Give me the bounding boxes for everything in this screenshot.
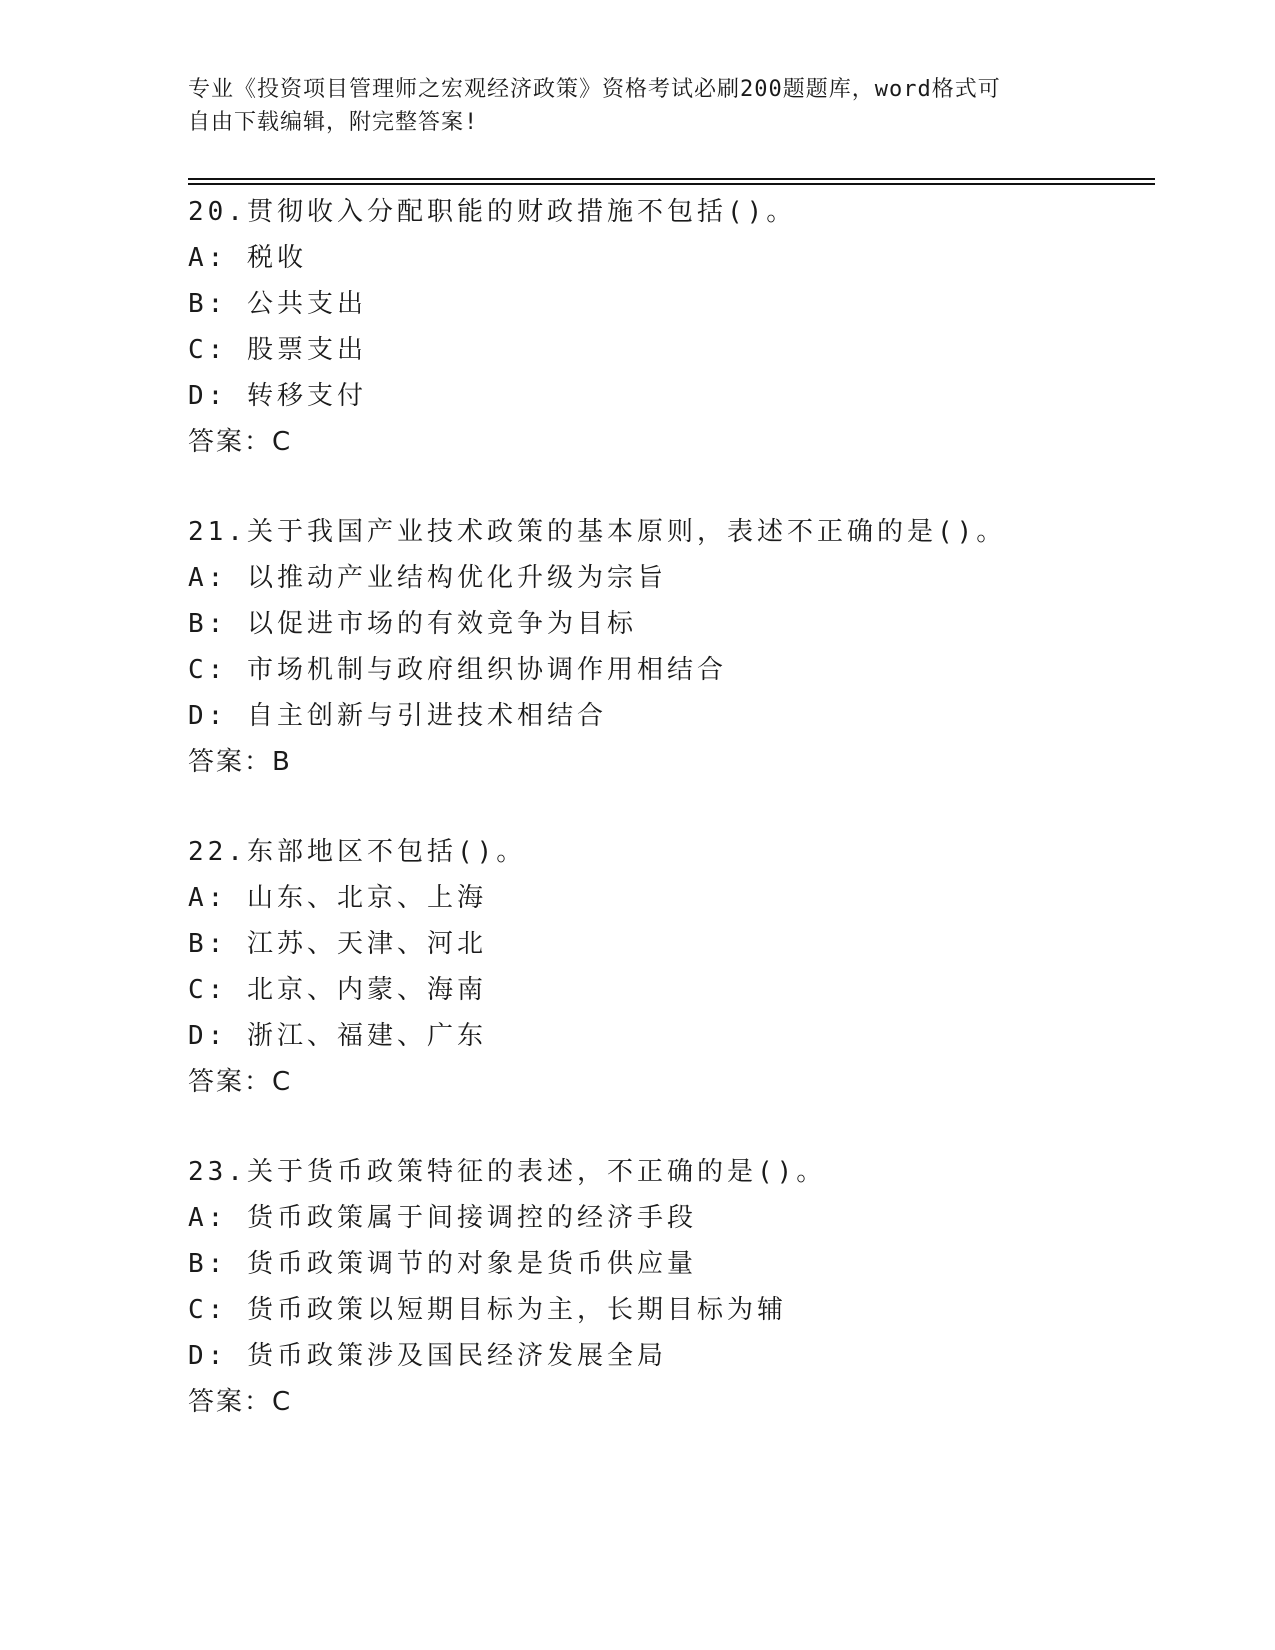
option-c: C: 股票支出: [188, 335, 367, 365]
option-d: D: 转移支付: [188, 381, 367, 411]
answer-line: 答案：B: [188, 747, 292, 777]
option-c: C: 北京、内蒙、海南: [188, 975, 487, 1005]
option-b: B: 江苏、天津、河北: [188, 929, 487, 959]
option-a: A: 山东、北京、上海: [188, 883, 487, 913]
document-header: [188, 73, 1068, 139]
option-a: A: 以推动产业结构优化升级为宗旨: [188, 563, 667, 593]
question-22: [188, 829, 1148, 1105]
question-stem: 23.关于货币政策特征的表述，不正确的是()。: [188, 1157, 827, 1187]
option-d: D: 货币政策涉及国民经济发展全局: [188, 1341, 667, 1371]
answer-line: 答案：C: [188, 427, 293, 457]
header-divider-bottom: [188, 183, 1155, 185]
option-b: B: 公共支出: [188, 289, 367, 319]
option-a: A: 税收: [188, 243, 307, 273]
option-d: D: 自主创新与引进技术相结合: [188, 701, 607, 731]
option-b: B: 货币政策调节的对象是货币供应量: [188, 1249, 697, 1279]
option-c: C: 货币政策以短期目标为主，长期目标为辅: [188, 1295, 787, 1325]
question-20: [188, 189, 1148, 465]
question-stem: 21.关于我国产业技术政策的基本原则，表述不正确的是()。: [188, 517, 1007, 547]
option-b: B: 以促进市场的有效竞争为目标: [188, 609, 637, 639]
answer-line: 答案：C: [188, 1387, 293, 1417]
answer-line: 答案：C: [188, 1067, 293, 1097]
header-divider-top: [188, 178, 1155, 180]
question-stem: 20.贯彻收入分配职能的财政措施不包括()。: [188, 197, 797, 227]
option-d: D: 浙江、福建、广东: [188, 1021, 487, 1051]
header-line-1: 专业《投资项目管理师之宏观经济政策》资格考试必刷200题题库，word格式可: [188, 77, 1001, 102]
option-a: A: 货币政策属于间接调控的经济手段: [188, 1203, 697, 1233]
header-line-2: 自由下载编辑，附完整答案!: [188, 110, 479, 135]
question-stem: 22.东部地区不包括()。: [188, 837, 527, 867]
question-23: [188, 1149, 1148, 1425]
question-21: [188, 509, 1148, 785]
option-c: C: 市场机制与政府组织协调作用相结合: [188, 655, 727, 685]
